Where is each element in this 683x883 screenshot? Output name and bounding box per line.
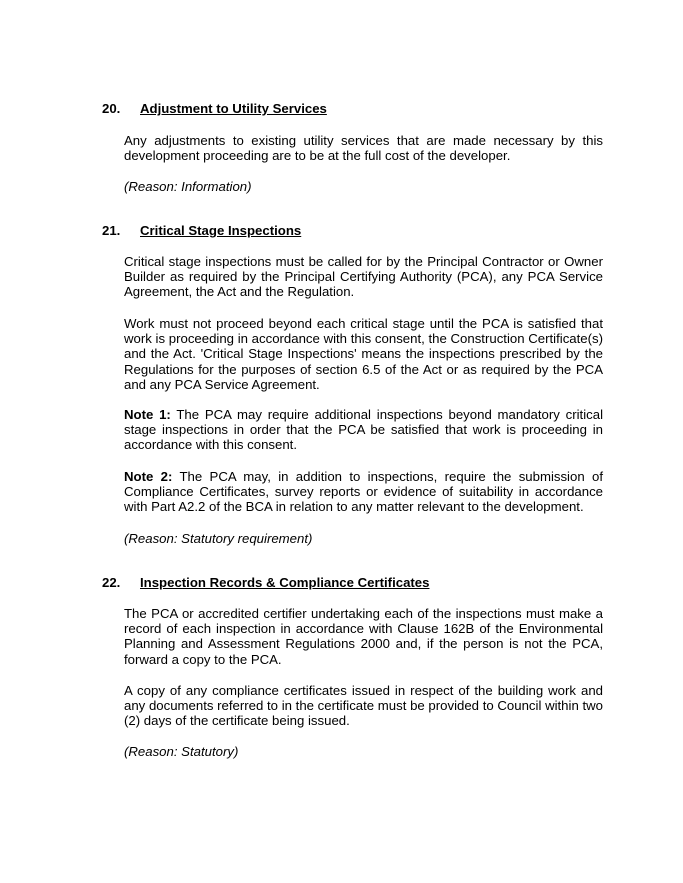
section-title: Critical Stage Inspections: [140, 223, 302, 238]
body-paragraph: Critical stage inspections must be called for by the Principal Contractor or Owner Builder as required by the Principal Certifying Authority (PCA), any PCA Service Agreement, the Act and the Regulation.: [124, 254, 603, 300]
body-paragraph: A copy of any compliance certificates issued in respect of the building work and any documents referred to in the certificate must be provided to Council within two (2) days of the certificate being issued.: [124, 683, 603, 729]
body-paragraph: Any adjustments to existing utility services that are made necessary by this development proceeding are to be at the full cost of the developer.: [124, 133, 603, 164]
reason-text: (Reason: Information): [124, 179, 252, 194]
section-heading: [102, 575, 429, 590]
note-text: The PCA may require additional inspections beyond mandatory critical stage inspections in order that the PCA be satisfied that work is proceeding in accordance with this consent.: [124, 407, 603, 453]
section-heading: [102, 223, 301, 238]
note-paragraph: [124, 469, 603, 515]
note-label: Note 1:: [124, 407, 171, 422]
section-number: 22.: [102, 575, 121, 590]
reason-text: (Reason: Statutory requirement): [124, 531, 313, 546]
body-paragraph: The PCA or accredited certifier undertaking each of the inspections must make a record of each inspection in accordance with Clause 162B of the Environmental Planning and Assessment Regulations 2000 and, if the person is not the PCA, forward a copy to the PCA.: [124, 606, 603, 667]
section-title: Inspection Records & Compliance Certificates: [140, 575, 430, 590]
section-heading: [102, 101, 327, 116]
section-title: Adjustment to Utility Services: [140, 101, 327, 116]
body-paragraph: Work must not proceed beyond each critical stage until the PCA is satisfied that work is proceeding in accordance with this consent, the Construction Certificate(s) and the Act. 'Critical Stage Inspections' means the inspections prescribed by the Regulations for the purposes of section 6.5 of the Act or as required by the PCA and any PCA Service Agreement.: [124, 316, 603, 392]
reason-text: (Reason: Statutory): [124, 744, 239, 759]
section-number: 21.: [102, 223, 121, 238]
section-number: 20.: [102, 101, 121, 116]
note-label: Note 2:: [124, 469, 173, 484]
note-paragraph: [124, 407, 603, 453]
note-text: The PCA may, in addition to inspections, require the submission of Compliance Certificates, survey reports or evidence of suitability in accordance with Part A2.2 of the BCA in relation to any matter relevant to the development.: [124, 469, 603, 515]
